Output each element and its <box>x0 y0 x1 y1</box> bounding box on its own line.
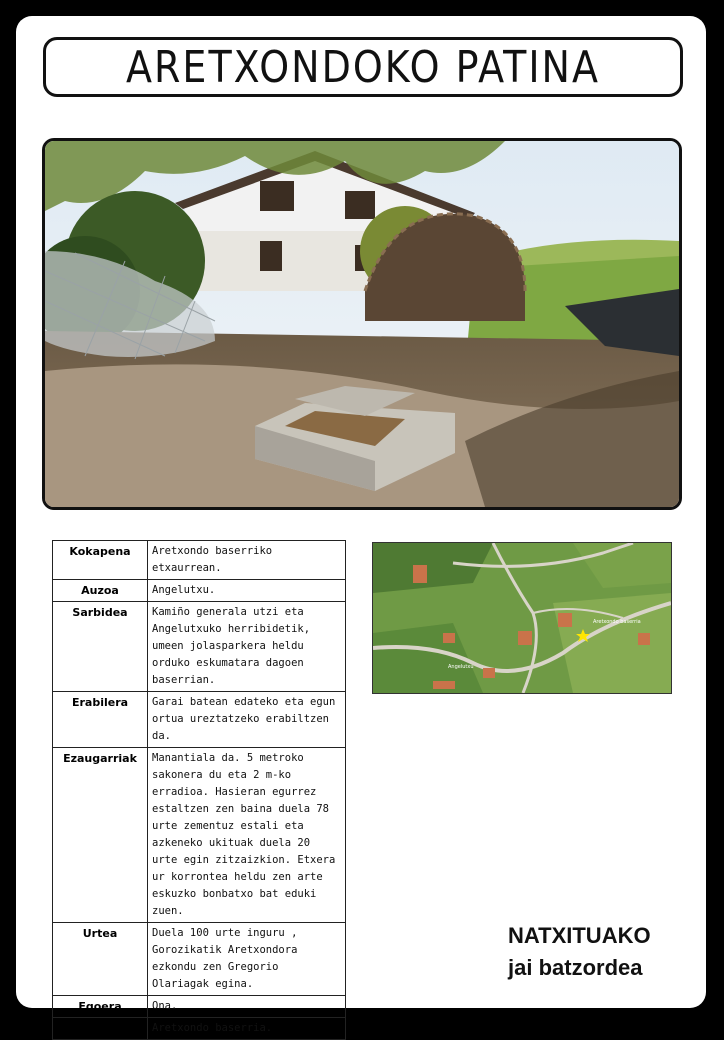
map-illustration <box>373 543 671 693</box>
row-label: Erabilera <box>53 692 148 748</box>
table-row <box>53 580 346 602</box>
credit-line-2: jai batzordea <box>508 955 643 980</box>
row-label: Jabetza <box>53 1018 148 1040</box>
row-value: Garai batean edateko eta egun ortua ureztatzeko erabiltzen da. <box>148 692 346 748</box>
table-row <box>53 692 346 748</box>
row-value: Manantiala da. 5 metroko sakonera du eta 2 m-ko erradioa. Hasieran egurrez estaltzen zen baina duela 78 urte zementuz estali eta azkeneko ukituak duela 20 urte egin zitzaizkion. Etxera ur korrontea heldu zen arte eskuzko bonbatxo bat eduki zuen. <box>148 748 346 923</box>
table-row <box>53 602 346 692</box>
aerial-map <box>372 542 672 694</box>
table-row <box>53 1018 346 1040</box>
row-label: Egoera <box>53 996 148 1018</box>
row-value: Aretxondo baserria. <box>148 1018 346 1040</box>
table-row <box>53 541 346 580</box>
page-title: ARETXONDOKO PATINA <box>126 41 600 93</box>
map-label-farm: Aretxondo baserria <box>593 619 641 625</box>
table-row <box>53 923 346 996</box>
row-value: Angelutxu. <box>148 580 346 602</box>
photo-well <box>42 138 682 510</box>
row-label: Kokapena <box>53 541 148 580</box>
row-label: Sarbidea <box>53 602 148 692</box>
row-value: Aretxondo baserriko etxaurrean. <box>148 541 346 580</box>
credit-block <box>508 920 688 984</box>
poster-card <box>16 16 706 1035</box>
table-row <box>53 748 346 923</box>
photo-illustration <box>45 141 679 507</box>
row-value: Ona. <box>148 996 346 1018</box>
row-label: Auzoa <box>53 580 148 602</box>
table-row <box>53 996 346 1018</box>
row-label: Urtea <box>53 923 148 996</box>
map-label-area: Angelutxu <box>448 664 474 670</box>
row-value: Kamiño generala utzi eta Angelutxuko herribidetik, umeen jolasparkera heldu orduko eskumatara dagoen baserrian. <box>148 602 346 692</box>
info-table <box>52 540 346 1040</box>
row-value: Duela 100 urte inguru , Gorozikatik Aretxondora ezkondu zen Gregorio Olariagak egina. <box>148 923 346 996</box>
credit-line-1: NATXITUAKO <box>508 923 651 948</box>
title-banner <box>43 37 683 97</box>
row-label: Ezaugarriak <box>53 748 148 923</box>
